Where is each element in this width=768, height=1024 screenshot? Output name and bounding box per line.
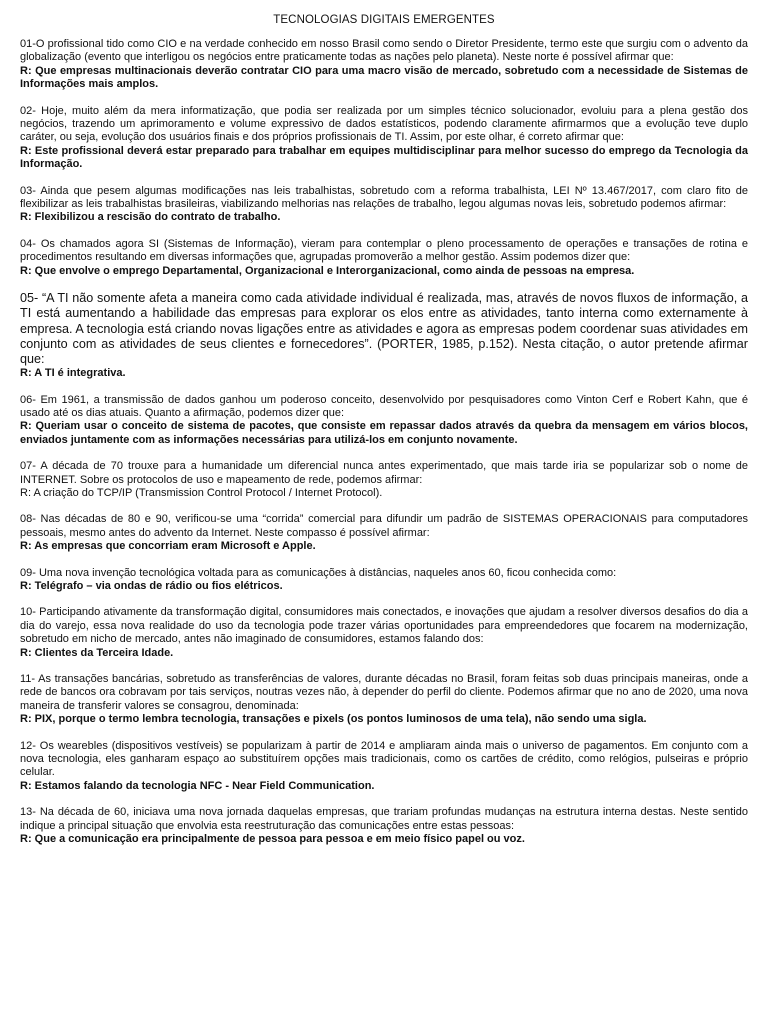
question-block-07 [20, 460, 748, 500]
question-text: 12- Os wearebles (dispositivos vestíveis) se popularizam à partir de 2014 e ampliaram ainda mais o universo de pagamentos. Em conjunto com a nova tecnologia, eles ganharam espaço ao substituírem opções mais tradicionais, como os cartões de crédito, como relógios, pulseiras e próprio celular. [20, 739, 748, 779]
question-text: 10- Participando ativamente da transformação digital, consumidores mais conectados, e inovações que ajudam a resolver diversos desafios do dia a dia do varejo, essa nova realidade do uso da tecnologia pode trazer várias oportunidades para empreendedores que focarem na modernização, sobretudo em nicho de mercado, antes não imaginado de consumidores, estamos falando dos: [20, 606, 748, 646]
answer-text: R: Que envolve o emprego Departamental, Organizacional e Interorganizacional, como ainda de pessoas na empresa. [20, 264, 635, 277]
question-block-11 [20, 673, 748, 727]
answer-text: R: A criação do TCP/IP (Transmission Control Protocol / Internet Protocol). [20, 486, 383, 499]
question-block-03 [20, 185, 748, 225]
answer-text: R: As empresas que concorriam eram Microsoft e Apple. [20, 540, 316, 553]
question-block-09 [20, 567, 748, 594]
question-text: 04- Os chamados agora SI (Sistemas de Informação), vieram para contemplar o pleno processamento de operações e transações de rotina e procedimentos resultando em diversas informações que, agrupadas promoverão a melhor gestão. Assim podemos dizer que: [20, 237, 748, 264]
question-text: 02- Hoje, muito além da mera informatização, que podia ser realizada por um simples técnico solucionador, evoluiu para a plena gestão dos negócios, trazendo um aprimoramento e volume expressivo de dados estatísticos, podendo claramente afirmarmos que a evolução teve duplo caráter, ou seja, evolução dos usuários finais e dos próprios profissionais de TI. Assim, por este olhar, é correto afirmar que: [20, 104, 748, 144]
question-block-12 [20, 740, 748, 794]
question-block-06 [20, 394, 748, 448]
answer-text: R: Queriam usar o conceito de sistema de pacotes, que consiste em repassar dados através da quebra da mensagem em vários blocos, enviados juntamente com as informações necessárias para utilizá-los em conjunto novamente. [20, 420, 748, 446]
question-text: 09- Uma nova invenção tecnológica voltada para as comunicações à distâncias, naqueles anos 60, ficou conhecida como: [20, 566, 617, 579]
question-text: 08- Nas décadas de 80 e 90, verificou-se uma “corrida” comercial para difundir um padrão de SISTEMAS OPERACIONAIS para computadores pessoais, mesmo antes do advento da Internet. Neste compasso é possível afirmar: [20, 513, 748, 539]
question-block-04 [20, 238, 748, 278]
question-block-01 [20, 38, 748, 92]
answer-text: R: Telégrafo – via ondas de rádio ou fios elétricos. [20, 579, 283, 592]
answer-text: R: Flexibilizou a rescisão do contrato de trabalho. [20, 211, 281, 224]
answer-text: R: Clientes da Terceira Idade. [20, 646, 174, 659]
question-text: 05- “A TI não somente afeta a maneira como cada atividade individual é realizada, mas, através de novos fluxos de informação, a TI está aumentando a habilidade das empresas para explorar os elos entre as atividades, tanto interna como externamente à empresa. A tecnologia está criando novas ligações entre as atividades e agora as empresas podem coordenar suas atividades em conjunto com as atividades de seus clientes e fornecedores”. (PORTER, 1985, p.152). Nesta citação, o autor pretende afirmar que: [20, 291, 748, 366]
question-text: 03- Ainda que pesem algumas modificações nas leis trabalhistas, sobretudo com a reforma trabalhista, LEI Nº 13.467/2017, com claro fito de flexibilizar as leis trabalhistas brasileiras, viabilizando melhorias nas relações de trabalho, legou algumas novas leis, sobretudo podemos afirmar: [20, 184, 748, 211]
question-block-08 [20, 513, 748, 553]
question-text: 07- A década de 70 trouxe para a humanidade um diferencial nunca antes experimentado, que mais tarde iria se popularizar sob o nome de INTERNET. Sobre os protocolos de uso e mapeamento de rede, podemos afirmar: [20, 460, 748, 486]
question-block-10 [20, 606, 748, 660]
question-text: 01-O profissional tido como CIO e na verdade conhecido em nosso Brasil como sendo o Diretor Presidente, termo este que surgiu com o advento da globalização (evento que interligou os negócios entre praticamente todas as nações pelo planeta). Neste norte é possível afirmar que: [20, 38, 748, 64]
question-block-05 [20, 291, 748, 380]
question-text: 06- Em 1961, a transmissão de dados ganhou um poderoso conceito, desenvolvido por pesquisadores como Vinton Cerf e Robert Kahn, que é usado até os dias atuais. Quanto a afirmação, podemos dizer que: [20, 393, 748, 419]
answer-text: R: PIX, porque o termo lembra tecnologia, transações e pixels (os pontos luminosos de uma tela), não sendo uma sigla. [20, 713, 647, 726]
document-title: TECNOLOGIAS DIGITAIS EMERGENTES [273, 14, 495, 26]
question-block-13 [20, 806, 748, 846]
question-block-02 [20, 105, 748, 172]
answer-text: R: Este profissional deverá estar preparado para trabalhar em equipes multidisciplinar para melhor sucesso do emprego da Tecnologia da Informação. [20, 144, 748, 171]
answer-text: R: Que a comunicação era principalmente de pessoa para pessoa e em meio físico papel ou voz. [20, 833, 525, 846]
answer-text: R: Estamos falando da tecnologia NFC - Near Field Communication. [20, 779, 375, 792]
question-text: 11- As transações bancárias, sobretudo as transferências de valores, durante décadas no Brasil, foram feitas sob duas principais maneiras, onde a rede de bancos ora cobravam por tais serviços, noutras vezes não, à depender do perfil do cliente. Podemos afirmar que no ano de 2020, uma nova maneira de transferir valores se consagrou, denominada: [20, 673, 748, 712]
question-text: 13- Na década de 60, iniciava uma nova jornada daquelas empresas, que trariam profundas mudanças na estrutura interna destas. Neste sentido indique a principal situação que envolvia esta reestruturação das comunicações entre estas pessoas: [20, 806, 748, 832]
answer-text: R: Que empresas multinacionais deverão contratar CIO para uma macro visão de mercado, sobretudo com a necessidade de Sistemas de Informações mais amplos. [20, 64, 748, 91]
answer-text: R: A TI é integrativa. [20, 367, 126, 380]
